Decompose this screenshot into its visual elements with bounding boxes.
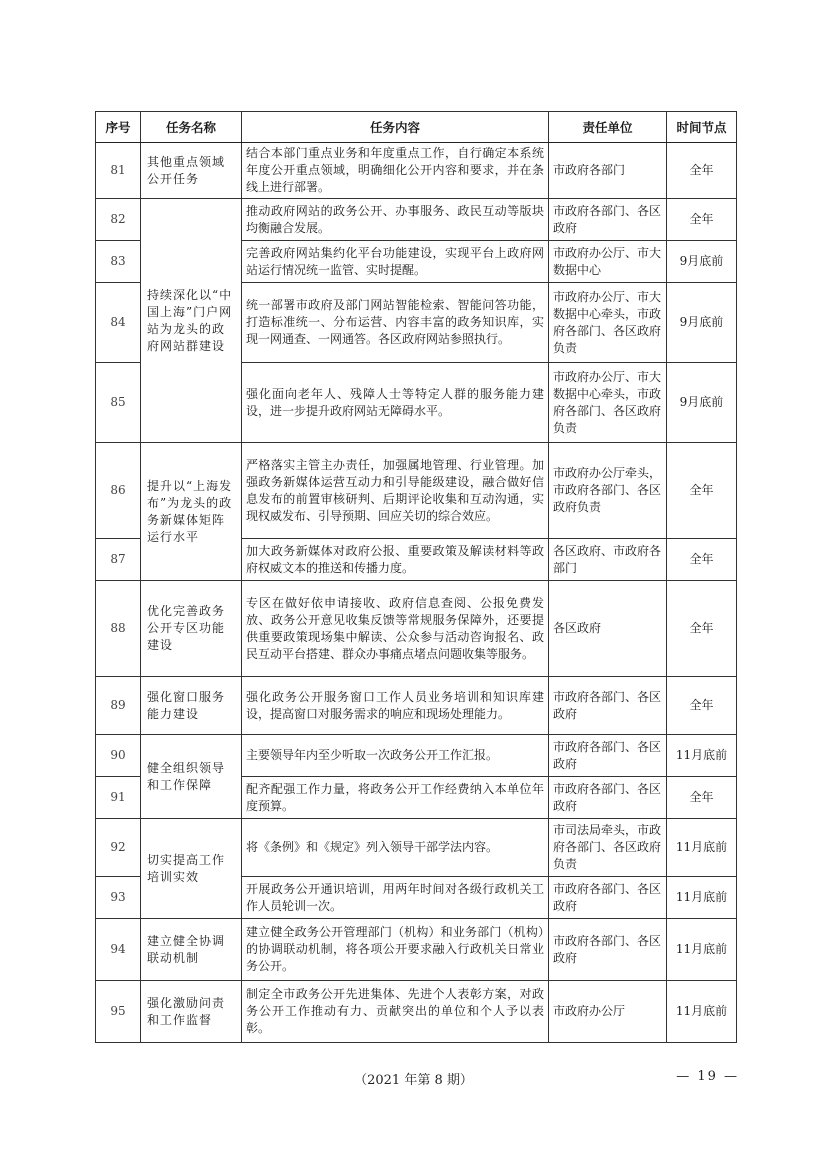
table-row <box>96 581 737 677</box>
responsible-unit: 市政府办公厅、市大数据中心牵头，市政府各部门、各区政府负责 <box>549 363 667 443</box>
time-node: 全年 <box>667 777 737 819</box>
task-name: 切实提高工作培训实效 <box>141 819 242 919</box>
task-content: 强化面向老年人、残障人士等特定人群的服务能力建设，进一步提升政府网站无障碍水平。 <box>242 363 549 443</box>
responsible-unit: 市政府各部门、各区政府 <box>549 877 667 919</box>
table-row <box>96 981 737 1043</box>
row-no: 93 <box>96 877 141 919</box>
row-no: 89 <box>96 677 141 735</box>
task-name: 强化激励问责和工作监督 <box>141 981 242 1043</box>
header-unit: 责任单位 <box>549 112 667 143</box>
task-name: 健全组织领导和工作保障 <box>141 735 242 819</box>
task-name: 优化完善政务公开专区功能建设 <box>141 581 242 677</box>
header-no: 序号 <box>96 112 141 143</box>
responsible-unit: 各区政府 <box>549 581 667 677</box>
responsible-unit: 市政府办公厅牵头，市政府各部门、各区政府负责 <box>549 443 667 539</box>
responsible-unit: 市政府各部门、各区政府 <box>549 677 667 735</box>
responsible-unit: 市政府各部门、各区政府 <box>549 199 667 241</box>
task-content: 加大政务新媒体对政府公报、重要政策及解读材料等政府权威文本的推送和传播力度。 <box>242 539 549 581</box>
task-content: 配齐配强工作力量，将政务公开工作经费纳入本单位年度预算。 <box>242 777 549 819</box>
row-no: 95 <box>96 981 141 1043</box>
row-no: 87 <box>96 539 141 581</box>
time-node: 11月底前 <box>667 735 737 777</box>
task-content: 将《条例》和《规定》列入领导干部学法内容。 <box>242 819 549 877</box>
task-name: 其他重点领域公开任务 <box>141 143 242 199</box>
header-content: 任务内容 <box>242 112 549 143</box>
issue-label: （2021 年第 8 期） <box>354 1073 473 1088</box>
task-content: 完善政府网站集约化平台功能建设，实现平台上政府网站运行情况统一监管、实时提醒。 <box>242 241 549 283</box>
responsible-unit: 市政府办公厅 <box>549 981 667 1043</box>
table-row <box>96 735 737 777</box>
table-row <box>96 199 737 241</box>
table-row <box>96 443 737 539</box>
time-node: 9月底前 <box>667 283 737 363</box>
responsible-unit: 各区政府、市政府各部门 <box>549 539 667 581</box>
task-content: 专区在做好依申请接收、政府信息查阅、公报免费发放、政务公开意见收集反馈等常规服务保障外，还要提供重要政策现场集中解读、公众参与活动咨询报名、政民互动平台搭建、群众办事痛点堵点问题收集等服务。 <box>242 581 549 677</box>
header-time: 时间节点 <box>667 112 737 143</box>
row-no: 82 <box>96 199 141 241</box>
time-node: 11月底前 <box>667 919 737 981</box>
table-row <box>96 819 737 877</box>
row-no: 94 <box>96 919 141 981</box>
task-name: 提升以“上海发布”为龙头的政务新媒体矩阵运行水平 <box>141 443 242 581</box>
time-node: 全年 <box>667 539 737 581</box>
responsible-unit: 市政府各部门、各区政府 <box>549 735 667 777</box>
row-no: 83 <box>96 241 141 283</box>
task-name: 持续深化以“中国上海”门户网站为龙头的政府网站群建设 <box>141 199 242 443</box>
responsible-unit: 市政府各部门、各区政府 <box>549 919 667 981</box>
task-content: 推动政府网站的政务公开、办事服务、政民互动等版块均衡融合发展。 <box>242 199 549 241</box>
responsible-unit: 市政府各部门、各区政府 <box>549 777 667 819</box>
responsible-unit: 市政府各部门 <box>549 143 667 199</box>
task-name: 强化窗口服务能力建设 <box>141 677 242 735</box>
time-node: 全年 <box>667 143 737 199</box>
row-no: 86 <box>96 443 141 539</box>
time-node: 全年 <box>667 581 737 677</box>
table-row <box>96 143 737 199</box>
table-header-row <box>96 112 737 143</box>
responsible-unit: 市司法局牵头，市政府各部门、各区政府负责 <box>549 819 667 877</box>
task-content: 建立健全政务公开管理部门（机构）和业务部门（机构）的协调联动机制，将各项公开要求融入行政机关日常业务公开。 <box>242 919 549 981</box>
table-row <box>96 677 737 735</box>
row-no: 91 <box>96 777 141 819</box>
time-node: 全年 <box>667 199 737 241</box>
row-no: 84 <box>96 283 141 363</box>
task-content: 统一部署市政府及部门网站智能检索、智能问答功能，打造标准统一、分布运营、内容丰富的政务知识库，实现一网通查、一网通答。各区政府网站参照执行。 <box>242 283 549 363</box>
row-no: 85 <box>96 363 141 443</box>
task-content: 强化政务公开服务窗口工作人员业务培训和知识库建设，提高窗口对服务需求的响应和现场处理能力。 <box>242 677 549 735</box>
time-node: 9月底前 <box>667 241 737 283</box>
time-node: 11月底前 <box>667 877 737 919</box>
row-no: 92 <box>96 819 141 877</box>
table-row <box>96 919 737 981</box>
time-node: 9月底前 <box>667 363 737 443</box>
time-node: 全年 <box>667 677 737 735</box>
header-name: 任务名称 <box>141 112 242 143</box>
row-no: 90 <box>96 735 141 777</box>
page-number: — 19 — <box>676 1069 739 1084</box>
task-table <box>95 111 737 1043</box>
task-content: 主要领导年内至少听取一次政务公开工作汇报。 <box>242 735 549 777</box>
task-name: 建立健全协调联动机制 <box>141 919 242 981</box>
time-node: 11月底前 <box>667 819 737 877</box>
time-node: 全年 <box>667 443 737 539</box>
responsible-unit: 市政府办公厅、市大数据中心牵头，市政府各部门、各区政府负责 <box>549 283 667 363</box>
row-no: 88 <box>96 581 141 677</box>
task-content: 严格落实主管主办责任，加强属地管理、行业管理。加强政务新媒体运营互动力和引导能级建设，融合做好信息发布的前置审核研判、后期评论收集和互动沟通，实现权威发布、引导预期、回应关切的综合效应。 <box>242 443 549 539</box>
time-node: 11月底前 <box>667 981 737 1043</box>
task-content: 开展政务公开通识培训，用两年时间对各级行政机关工作人员轮训一次。 <box>242 877 549 919</box>
task-content: 制定全市政务公开先进集体、先进个人表彰方案，对政务公开工作推动有力、贡献突出的单位和个人予以表彰。 <box>242 981 549 1043</box>
responsible-unit: 市政府办公厅、市大数据中心 <box>549 241 667 283</box>
row-no: 81 <box>96 143 141 199</box>
task-content: 结合本部门重点业务和年度重点工作，自行确定本系统年度公开重点领域，明确细化公开内容和要求，并在条线上进行部署。 <box>242 143 549 199</box>
